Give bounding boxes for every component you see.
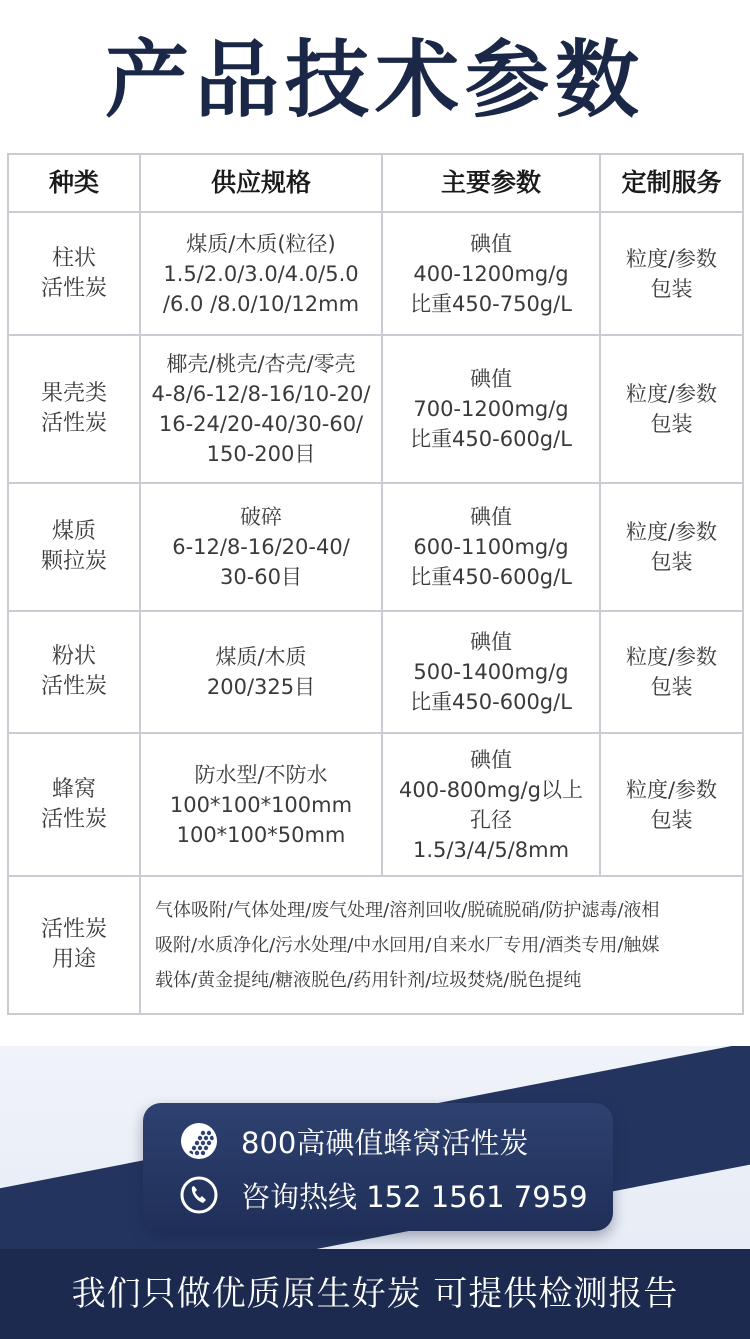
params-cell — [382, 212, 600, 335]
service-cell — [600, 212, 743, 335]
service-line: 包装 — [650, 550, 693, 574]
spec-cell — [140, 733, 382, 876]
spec-line: /6.0 /8.0/10/12mm — [162, 291, 360, 316]
params-line: 比重450-600g/L — [410, 690, 572, 714]
params-line: 比重450-600g/L — [410, 565, 572, 589]
params-line: 400-1200mg/g — [413, 261, 569, 286]
service-line: 粒度/参数 — [625, 777, 718, 802]
slogan-text: 我们只做优质原生好炭 可提供检测报告 — [71, 1274, 679, 1314]
type-line: 活性炭 — [40, 806, 107, 832]
params-line: 700-1200mg/g — [413, 397, 569, 421]
params-cell — [382, 733, 600, 876]
service-line: 粒度/参数 — [625, 520, 718, 544]
params-line: 1.5/3/4/5/8mm — [412, 837, 570, 862]
usage-row — [8, 876, 743, 1014]
type-line: 颗拉炭 — [40, 549, 107, 574]
table-header-row — [8, 154, 743, 212]
params-line: 碘值 — [470, 630, 512, 654]
usage-label-cell — [8, 876, 140, 1014]
type-cell — [8, 335, 140, 483]
usage-label-line: 活性炭 — [40, 917, 107, 942]
params-line: 比重450-600g/L — [410, 427, 572, 451]
service-line: 粒度/参数 — [625, 246, 718, 271]
spec-line: 椰壳/桃壳/杏壳/零壳 — [166, 352, 356, 376]
type-line: 果壳类 — [40, 381, 107, 406]
type-line: 粉状 — [51, 644, 96, 669]
spec-line: 4-8/6-12/8-16/10-20/ — [151, 382, 371, 406]
spec-line: 100*100*50mm — [176, 822, 346, 847]
params-cell — [382, 335, 600, 483]
hotline-row — [179, 1173, 588, 1217]
spec-line: 6-12/8-16/20-40/ — [172, 535, 350, 559]
table-row — [8, 335, 743, 483]
params-line: 500-1400mg/g — [413, 660, 569, 684]
spec-line: 100*100*100mm — [169, 792, 353, 817]
spec-line: 破碎 — [240, 505, 282, 529]
params-line: 比重450-750g/L — [410, 291, 572, 316]
spec-line: 16-24/20-40/30-60/ — [158, 412, 364, 436]
service-line: 粒度/参数 — [625, 382, 718, 406]
type-line: 活性炭 — [40, 674, 107, 699]
usage-text-cell — [140, 876, 743, 1014]
type-line: 柱状 — [51, 245, 96, 271]
table-row — [8, 483, 743, 611]
header-type: 种类 — [8, 154, 140, 212]
type-line: 活性炭 — [40, 275, 107, 301]
spec-cell — [140, 611, 382, 733]
type-cell — [8, 611, 140, 733]
usage-line: 气体吸附/气体处理/废气处理/溶剂回收/脱硫脱硝/防护滤毒/液相 — [155, 899, 660, 921]
spec-line: 200/325目 — [206, 675, 316, 699]
type-cell — [8, 733, 140, 876]
usage-line: 载体/黄金提纯/糖液脱色/药用针剂/垃圾焚烧/脱色提纯 — [155, 969, 582, 991]
phone-icon — [179, 1175, 219, 1215]
spec-cell — [140, 212, 382, 335]
contact-card — [143, 1103, 613, 1231]
spec-cell — [140, 335, 382, 483]
service-cell — [600, 733, 743, 876]
service-line: 包装 — [650, 412, 693, 436]
spec-cell — [140, 483, 382, 611]
params-line: 400-800mg/g以上 — [399, 777, 583, 802]
table-row — [8, 611, 743, 733]
hotline-text: 咨询热线 152 1561 7959 — [241, 1179, 588, 1214]
spec-line: 150-200目 — [206, 442, 316, 466]
params-line: 碘值 — [470, 505, 512, 529]
product-row — [179, 1119, 528, 1163]
usage-line: 吸附/水质净化/污水处理/中水回用/自来水厂专用/酒类专用/触媒 — [155, 934, 660, 956]
header-spec: 供应规格 — [140, 154, 382, 212]
spec-line: 煤质/木质 — [215, 645, 307, 669]
service-cell — [600, 335, 743, 483]
promo-banner — [0, 1046, 750, 1339]
params-line: 碘值 — [470, 231, 512, 256]
product-line-text: 800高碘值蜂窝活性炭 — [241, 1125, 529, 1160]
params-cell — [382, 483, 600, 611]
spec-line: 30-60目 — [219, 565, 303, 589]
header-params: 主要参数 — [382, 154, 600, 212]
table-row — [8, 212, 743, 335]
type-cell — [8, 212, 140, 335]
params-cell — [382, 611, 600, 733]
type-line: 蜂窝 — [51, 776, 96, 802]
service-line: 包装 — [650, 675, 693, 699]
usage-label-line: 用途 — [51, 947, 96, 972]
params-line: 孔径 — [470, 807, 512, 832]
params-line: 碘值 — [470, 747, 512, 772]
params-line: 碘值 — [470, 367, 512, 391]
type-cell — [8, 483, 140, 611]
honeycomb-icon — [179, 1121, 219, 1161]
service-line: 粒度/参数 — [625, 645, 718, 669]
spec-table — [7, 153, 744, 1015]
type-line: 煤质 — [51, 519, 96, 544]
spec-line: 防水型/不防水 — [194, 762, 328, 787]
header-service: 定制服务 — [600, 154, 743, 212]
table-row — [8, 733, 743, 876]
spec-line: 煤质/木质(粒径) — [186, 231, 336, 256]
service-line: 包装 — [650, 276, 693, 301]
page-title: 产品技术参数 — [104, 31, 645, 129]
service-line: 包装 — [650, 807, 693, 832]
type-line: 活性炭 — [40, 411, 107, 436]
service-cell — [600, 611, 743, 733]
params-line: 600-1100mg/g — [413, 535, 569, 559]
service-cell — [600, 483, 743, 611]
spec-line: 1.5/2.0/3.0/4.0/5.0 — [163, 261, 359, 286]
slogan-bar — [0, 1249, 750, 1339]
